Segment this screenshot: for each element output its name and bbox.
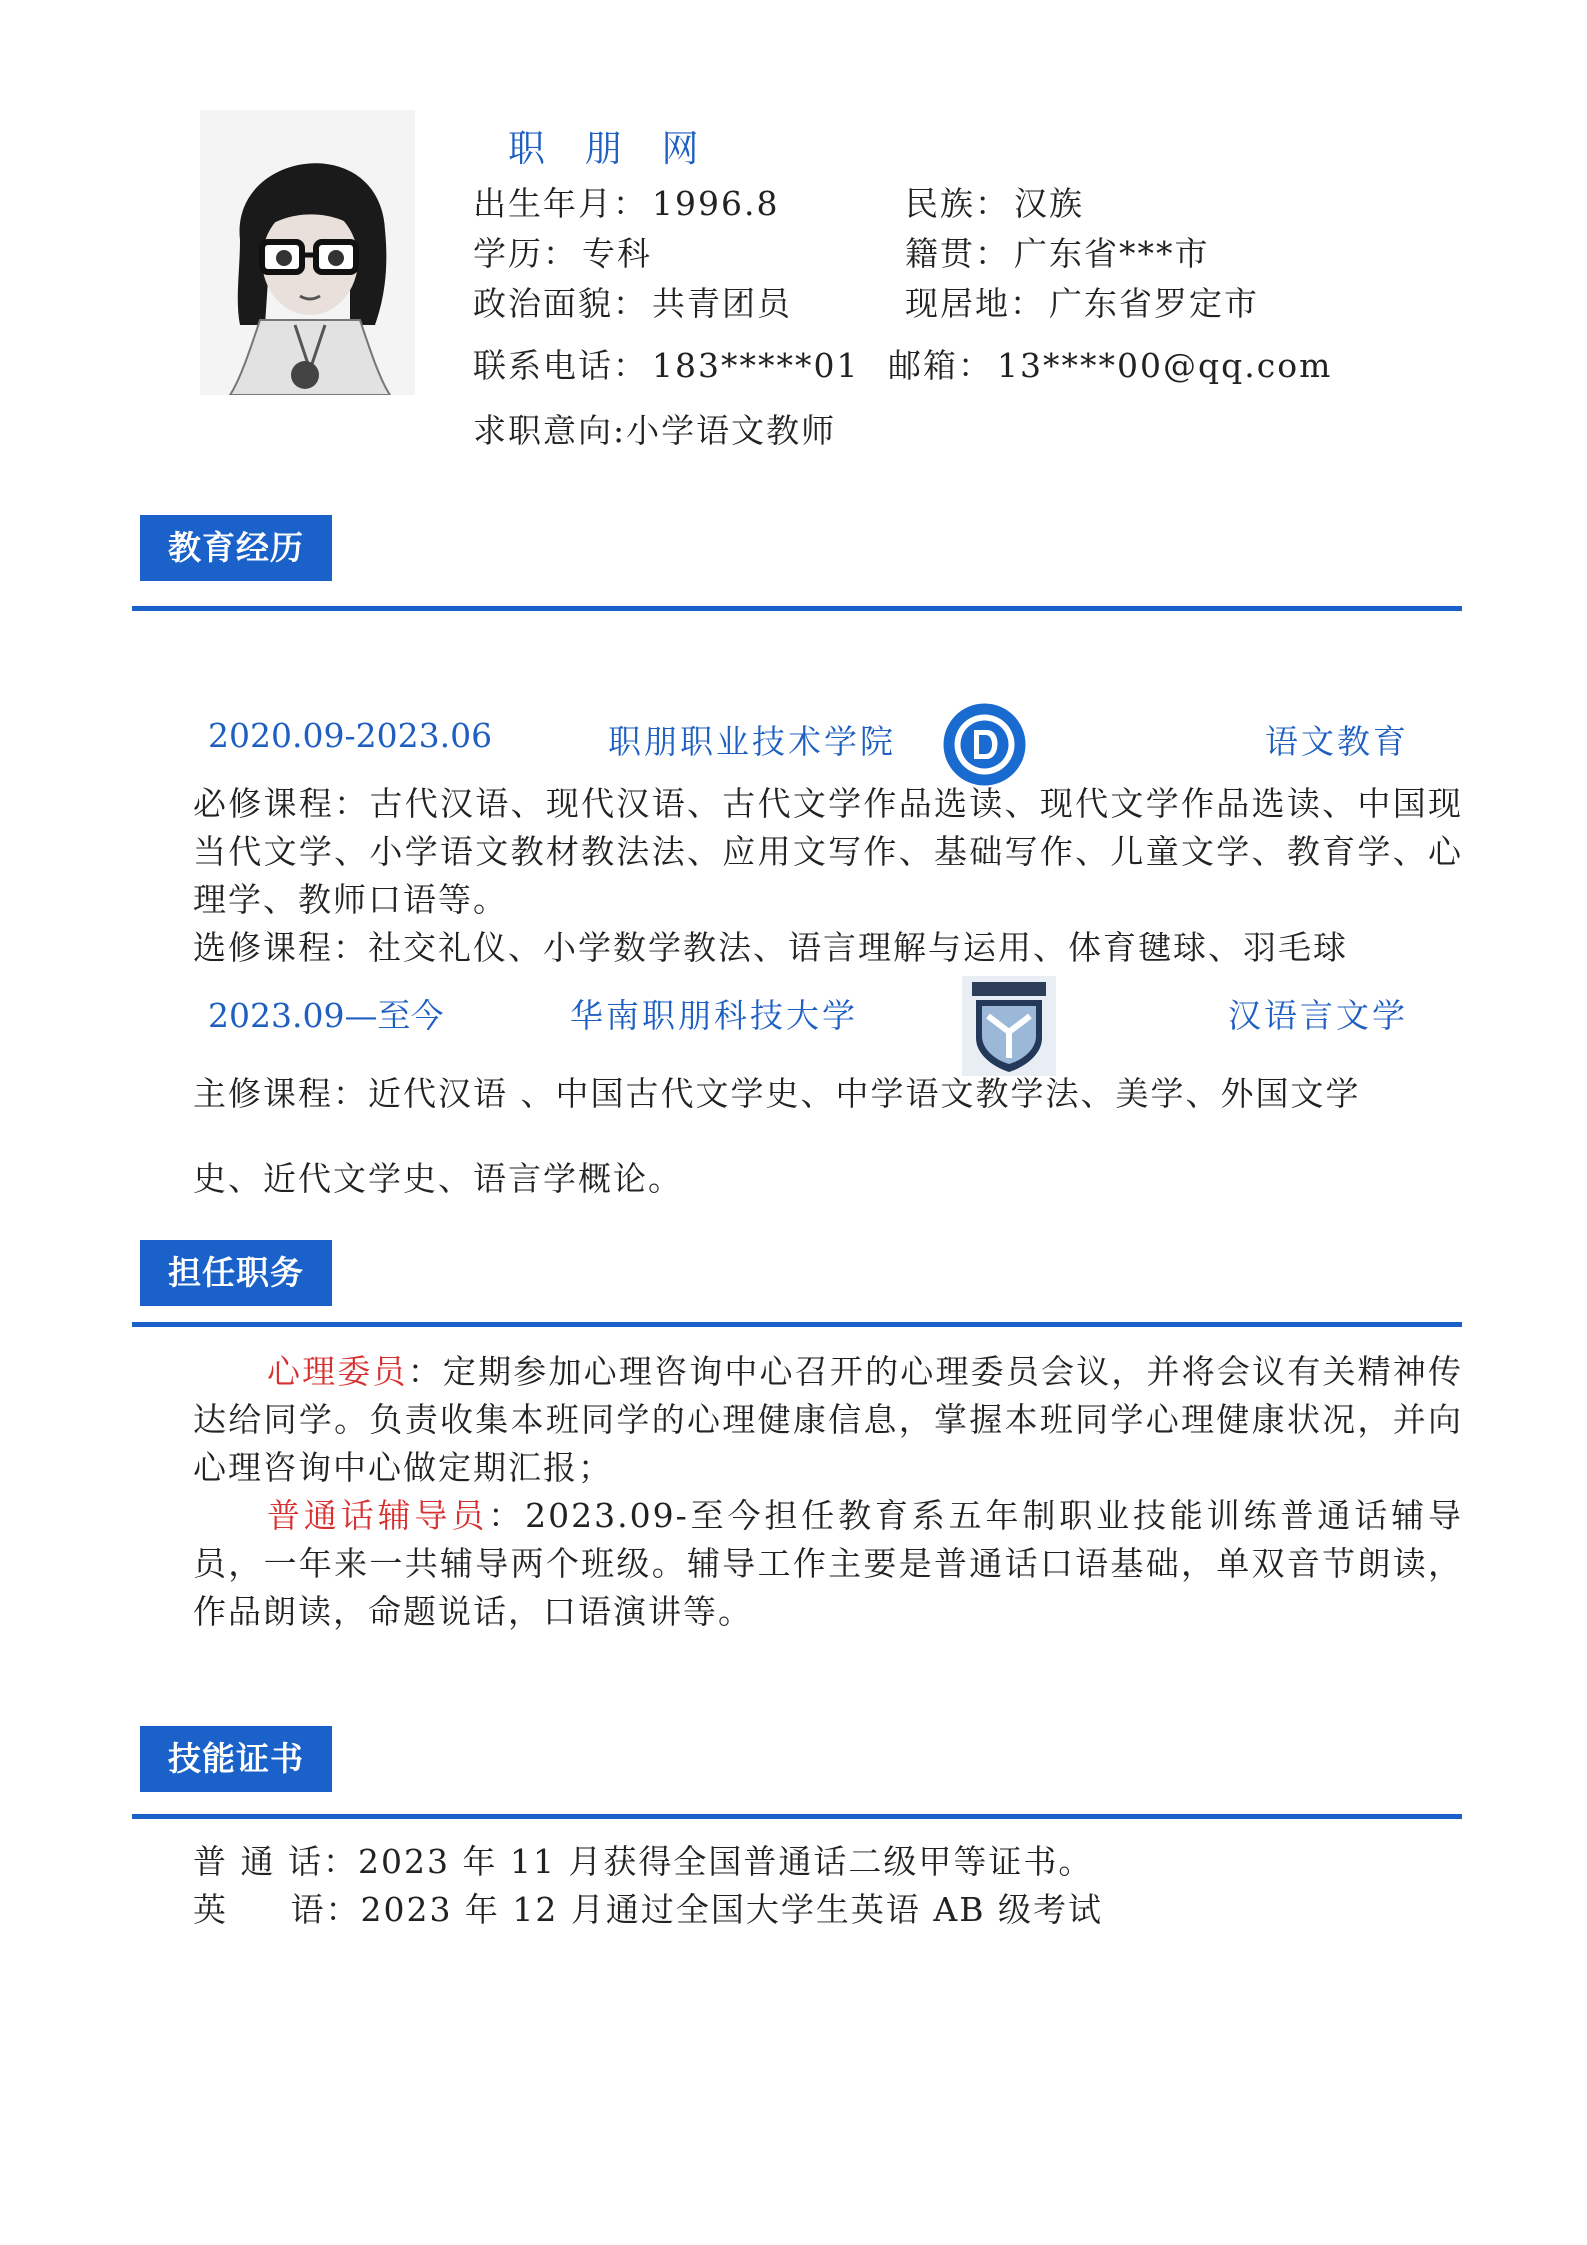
education-level-field	[473, 228, 652, 275]
avatar	[200, 110, 415, 395]
birth-field	[473, 178, 779, 225]
section-positions-title: 担任职务	[140, 1240, 332, 1306]
birth-label: 出生年月：	[473, 184, 648, 223]
edu-school: 华南职朋科技大学	[570, 996, 858, 1035]
skill-label: 英 语：	[193, 1890, 361, 1929]
job-intent-value: 小学语文教师	[626, 411, 837, 450]
edu-major: 语文教育	[1265, 722, 1409, 761]
political-field	[473, 278, 792, 325]
job-intent-field	[473, 405, 836, 452]
phone-label: 联系电话：	[473, 346, 648, 385]
ethnic-value: 汉族	[1014, 184, 1084, 223]
political-value: 共青团员	[652, 284, 792, 323]
origin-label: 籍贯：	[905, 234, 1010, 273]
ethnic-field	[905, 178, 1084, 225]
section-divider	[132, 606, 1462, 611]
section-divider	[132, 1322, 1462, 1327]
residence-value: 广东省罗定市	[1049, 284, 1259, 323]
section-divider	[132, 1814, 1462, 1819]
residence-label: 现居地：	[905, 284, 1045, 323]
skill-item	[193, 1836, 1093, 1883]
major-courses-continued: 史、近代文学史、语言学概论。	[193, 1159, 683, 1198]
origin-field	[905, 228, 1210, 275]
phone-field	[473, 340, 859, 387]
birth-value: 1996.8	[652, 184, 780, 223]
edu-period: 2023.09—至今	[208, 996, 444, 1035]
position-desc: ：2023.09-至今担任教育系五年制职业技能训练普通话辅导员，一年来一共辅导两个班级。辅导工作主要是普通话口语基础，单双音节朗读，作品朗读，命题说话，口语演讲等。	[193, 1496, 1463, 1631]
elective-courses-label: 选修课程：	[193, 928, 368, 967]
email-label: 邮箱：	[888, 346, 993, 385]
required-courses	[193, 780, 1463, 924]
skill-text: 2023 年 12 月通过全国大学生英语 AB 级考试	[360, 1890, 1103, 1929]
email-field	[888, 340, 1332, 387]
education-level-label: 学历：	[473, 234, 578, 273]
section-skills-title: 技能证书	[140, 1726, 332, 1792]
position-item	[193, 1348, 1463, 1492]
section-education-title: 教育经历	[140, 515, 332, 581]
political-label: 政治面貌：	[473, 284, 648, 323]
university-logo-icon	[962, 976, 1056, 1076]
education-level-value: 专科	[582, 234, 652, 273]
candidate-name: 职 朋 网	[508, 127, 713, 170]
required-courses-text: 古代汉语、现代汉语、古代文学作品选读、现代文学作品选读、中国现当代文学、小学语文教材教法法、应用文写作、基础写作、儿童文学、教育学、心理学、教师口语等。	[193, 784, 1464, 919]
major-courses-line1: 近代汉语 、中国古代文学史、中学语文教学法、美学、外国文学	[368, 1074, 1361, 1113]
school-logo-icon	[942, 702, 1027, 787]
major-courses	[193, 1070, 1463, 1118]
skill-text: 2023 年 11 月获得全国普通话二级甲等证书。	[357, 1842, 1094, 1881]
elective-courses	[193, 924, 1463, 972]
edu-school: 职朋职业技术学院	[608, 722, 896, 761]
email-value: 13****00@qq.com	[997, 346, 1333, 385]
elective-courses-text: 社交礼仪、小学数学教法、语言理解与运用、体育毽球、羽毛球	[368, 928, 1348, 967]
edu-major: 汉语言文学	[1228, 996, 1408, 1035]
position-title: 心理委员	[267, 1352, 408, 1391]
residence-field	[905, 278, 1259, 325]
job-intent-label: 求职意向:	[473, 411, 627, 450]
ethnic-label: 民族：	[905, 184, 1010, 223]
position-desc: ：定期参加心理咨询中心召开的心理委员会议，并将会议有关精神传达给同学。负责收集本班同学的心理健康信息，掌握本班同学心理健康状况，并向心理咨询中心做定期汇报；	[193, 1352, 1464, 1487]
edu-period: 2020.09-2023.06	[208, 716, 493, 755]
position-item	[193, 1492, 1463, 1636]
origin-value: 广东省***市	[1014, 234, 1210, 273]
major-courses-label: 主修课程：	[193, 1074, 368, 1113]
position-title: 普通话辅导员	[267, 1496, 489, 1535]
skill-item	[193, 1884, 1103, 1931]
skill-label: 普 通 话：	[193, 1842, 358, 1881]
required-courses-label: 必修课程：	[193, 784, 370, 823]
phone-value: 183*****01	[652, 346, 860, 385]
